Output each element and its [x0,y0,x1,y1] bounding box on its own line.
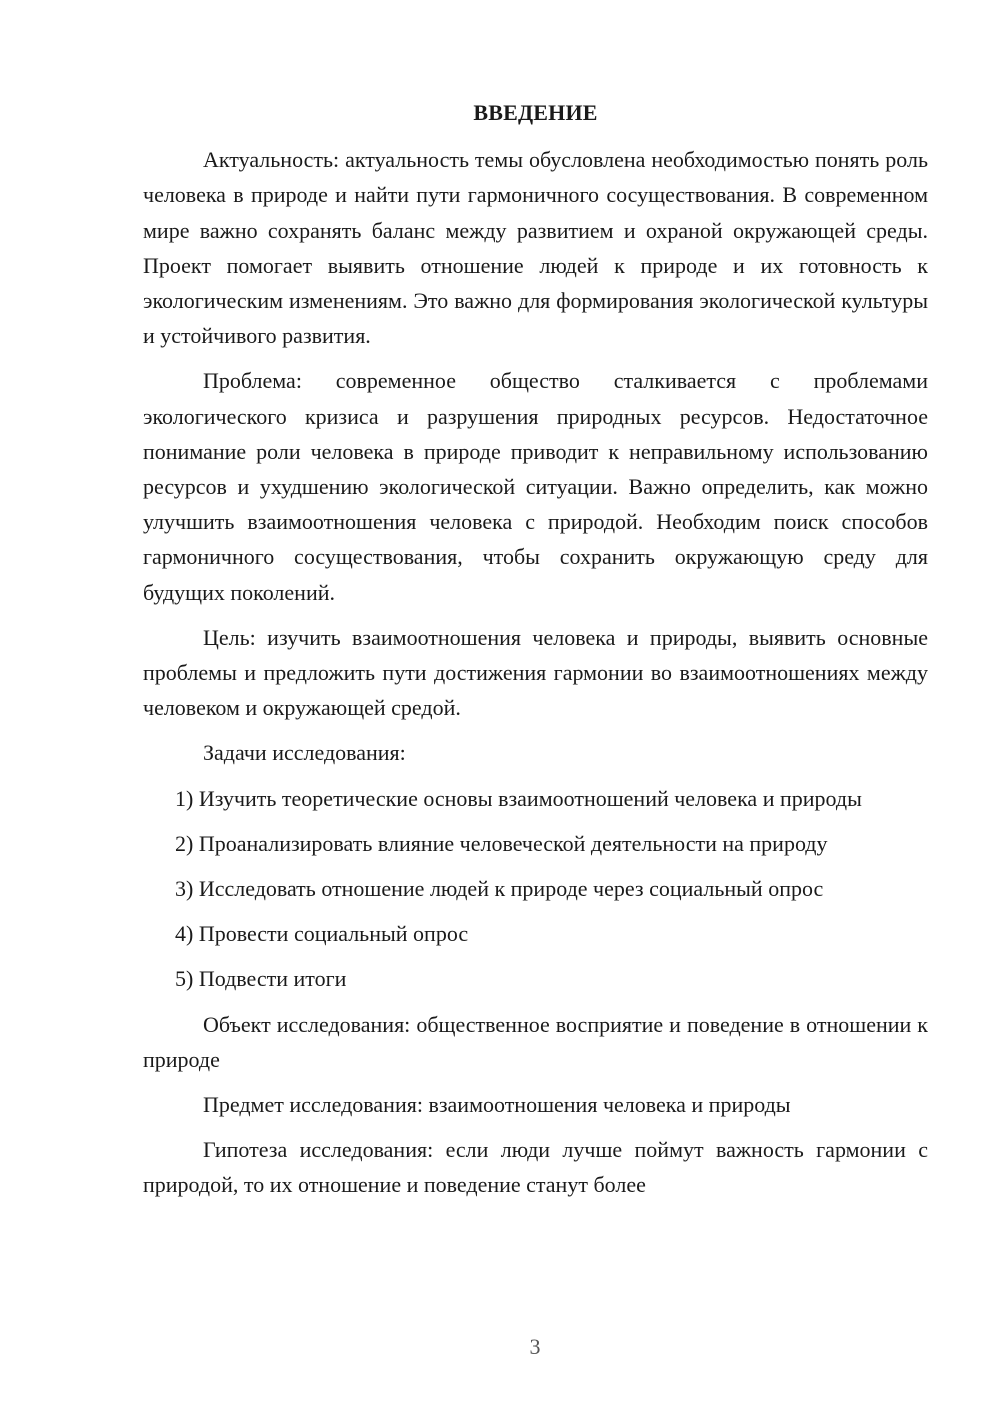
page-number: 3 [529,1334,541,1359]
task-item-4: 4) Провести социальный опрос [175,921,469,947]
task-item-2: 2) Проанализировать влияние человеческой деятельности на природу [175,830,828,856]
task-item-1: 1) Изучить теоретические основы взаимоотношений человека и природы [175,785,862,811]
paragraph-goal: Цель: изучить взаимоотношения человека и природы, выявить основные проблемы и предложить пути достижения гармонии во взаимоотношениях между человеком и окружающей средой. [143,624,928,721]
task-item-3: 3) Исследовать отношение людей к природе через социальный опрос [175,876,824,902]
paragraph-relevance: Актуальность: актуальность темы обусловлена необходимостью понять роль человека в природе и найти пути гармоничного сосуществования. В современном мире важно сохранять баланс между развитием и охраной окружающей среды. Проект помогает выявить отношение людей к природе и их готовность к экологическим изменениям. Это важно для формирования экологической культуры и устойчивого развития. [143,147,928,349]
document-page [143,95,928,1213]
task-item-5: 5) Подвести итоги [175,966,347,992]
paragraph-subject: Предмет исследования: взаимоотношения человека и природы [203,1092,791,1118]
paragraph-hypothesis: Гипотеза исследования: если люди лучше поймут важность гармонии с природой, то их отношение и поведение станут более [143,1137,928,1198]
tasks-heading: Задачи исследования: [203,740,406,766]
page-title: ВВЕДЕНИЕ [473,100,598,125]
paragraph-object: Объект исследования: общественное восприятие и поведение в отношении к природе [143,1011,928,1072]
paragraph-problem: Проблема: современное общество сталкивается с проблемами экологического кризиса и разрушения природных ресурсов. Недостаточное понимание роли человека в природе приводит к неправильному использованию ресурсов и ухудшению экологической ситуации. Важно определить, как можно улучшить взаимоотношения человека с природой. Необходим поиск способов гармоничного сосуществования, чтобы сохранить окружающую среду для будущих поколений. [143,368,928,605]
